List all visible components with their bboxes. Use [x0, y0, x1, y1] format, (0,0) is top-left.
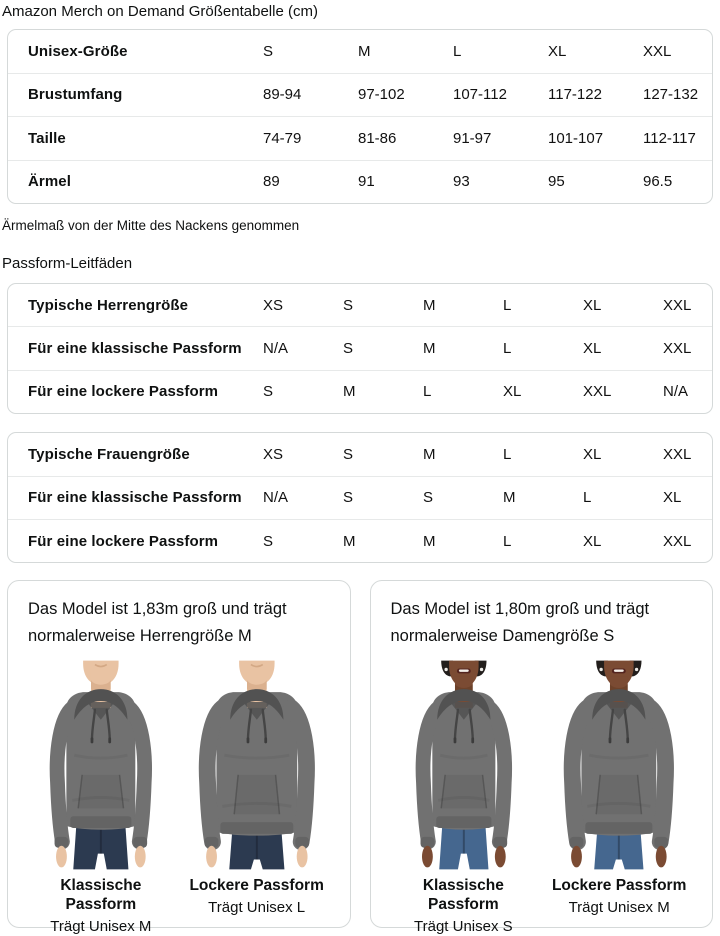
size-value-cell: N/A: [263, 489, 289, 507]
size-value-cell: M: [423, 532, 436, 550]
row-label: Unisex-Größe: [28, 42, 128, 60]
row-label: Für eine lockere Passform: [28, 532, 219, 550]
male-model-card: [7, 580, 351, 936]
size-value-cell: XS: [263, 445, 284, 463]
page-title: Amazon Merch on Demand Größentabelle (cm): [2, 3, 318, 20]
size-value-cell: 117-122: [548, 86, 602, 104]
row-label: Typische Herrengröße: [28, 296, 189, 314]
size-value-cell: XL: [503, 383, 522, 401]
row-label: Typische Frauengröße: [28, 445, 190, 463]
size-value-cell: M: [343, 532, 356, 550]
row-label: Taille: [28, 129, 66, 147]
size-value-cell: S: [263, 42, 274, 60]
size-value-cell: 96.5: [643, 173, 673, 191]
table-row: [8, 116, 712, 160]
male-model-classic-fit-hoodie-photo: [26, 659, 176, 871]
size-value-cell: XL: [663, 489, 682, 507]
size-value-cell: 95: [548, 173, 565, 191]
size-value-cell: XXL: [663, 445, 692, 463]
size-value-cell: N/A: [263, 340, 289, 358]
size-value-cell: 91-97: [453, 129, 492, 147]
size-value-cell: XXL: [583, 383, 612, 401]
size-value-cell: L: [503, 296, 512, 314]
unisex-size-table: [7, 29, 713, 204]
table-row: [8, 370, 712, 413]
model-cards: [7, 580, 713, 936]
row-label: Für eine klassische Passform: [28, 340, 242, 358]
size-value-cell: N/A: [663, 383, 689, 401]
worn-size-label: Trägt Unisex M: [568, 899, 670, 917]
size-value-cell: 107-112: [453, 86, 507, 104]
table-row: [8, 476, 712, 519]
size-value-cell: XXL: [663, 340, 692, 358]
size-value-cell: 93: [453, 173, 470, 191]
size-value-cell: S: [263, 383, 274, 401]
model-figure: [389, 659, 539, 936]
row-label: Brustumfang: [28, 86, 123, 104]
female-model-classic-fit-hoodie-photo: [389, 659, 539, 871]
size-value-cell: XL: [583, 532, 602, 550]
size-value-cell: XL: [548, 42, 567, 60]
model-description: Das Model ist 1,80m groß und trägt normalerweise Damengröße S: [390, 600, 650, 646]
size-value-cell: S: [423, 489, 434, 507]
size-value-cell: M: [423, 296, 436, 314]
fit-type-label: Lockere Passform: [189, 877, 324, 895]
row-label: Für eine lockere Passform: [28, 383, 219, 401]
size-chart-panel: [0, 3, 720, 936]
model-figure: [544, 659, 694, 936]
table-row: [8, 160, 712, 204]
size-value-cell: 89: [263, 173, 280, 191]
size-value-cell: 127-132: [643, 86, 699, 104]
model-figures: [26, 659, 332, 936]
size-value-cell: L: [503, 532, 512, 550]
size-value-cell: S: [263, 532, 274, 550]
table-row: [8, 73, 712, 117]
size-value-cell: 101-107: [548, 129, 604, 147]
size-value-cell: 97-102: [358, 86, 405, 104]
female-model-card: [370, 580, 714, 936]
size-value-cell: L: [503, 445, 512, 463]
model-figure: [182, 659, 332, 936]
size-value-cell: L: [583, 489, 592, 507]
size-value-cell: XL: [583, 340, 602, 358]
size-value-cell: XXL: [663, 296, 692, 314]
table-row: [8, 519, 712, 562]
size-value-cell: 112-117: [643, 129, 696, 147]
size-value-cell: XL: [583, 445, 602, 463]
size-value-cell: M: [423, 445, 436, 463]
model-description: Das Model ist 1,83m groß und trägt normalerweise Herrengröße M: [28, 600, 287, 646]
row-label: Für eine klassische Passform: [28, 489, 242, 507]
size-value-cell: XXL: [643, 42, 672, 60]
size-value-cell: 74-79: [263, 129, 302, 147]
size-value-cell: L: [453, 42, 462, 60]
size-value-cell: XS: [263, 296, 284, 314]
fit-type-label: Klassische Passform: [60, 877, 142, 914]
table-row: [8, 30, 712, 73]
size-value-cell: 81-86: [358, 129, 397, 147]
size-value-cell: 91: [358, 173, 375, 191]
size-value-cell: 89-94: [263, 86, 302, 104]
worn-size-label: Trägt Unisex S: [414, 918, 513, 936]
size-value-cell: M: [358, 42, 371, 60]
size-value-cell: S: [343, 296, 354, 314]
worn-size-label: Trägt Unisex L: [208, 899, 306, 917]
table-row: [8, 326, 712, 369]
fit-type-label: Klassische Passform: [422, 877, 504, 914]
mens-fit-guide-table: [7, 283, 713, 414]
size-value-cell: S: [343, 489, 354, 507]
size-value-cell: XXL: [663, 532, 692, 550]
female-model-loose-fit-hoodie-photo: [544, 659, 694, 871]
fit-type-label: Lockere Passform: [551, 877, 687, 895]
table-row: [8, 284, 712, 326]
size-value-cell: XL: [583, 296, 602, 314]
size-value-cell: L: [423, 383, 432, 401]
sleeve-measure-note: Ärmelmaß von der Mitte des Nackens genommen: [2, 218, 300, 233]
male-model-loose-fit-hoodie-photo: [182, 659, 332, 871]
size-value-cell: S: [343, 340, 354, 358]
model-figure: [26, 659, 176, 936]
row-label: Ärmel: [28, 173, 72, 191]
model-figures: [389, 659, 695, 936]
table-row: [8, 433, 712, 475]
size-value-cell: M: [343, 383, 356, 401]
worn-size-label: Trägt Unisex M: [50, 918, 152, 936]
size-value-cell: M: [423, 340, 436, 358]
fit-guides-heading: Passform-Leitfäden: [2, 255, 133, 272]
womens-fit-guide-table: [7, 432, 713, 563]
size-value-cell: L: [503, 340, 512, 358]
size-value-cell: M: [503, 489, 516, 507]
size-value-cell: S: [343, 445, 354, 463]
